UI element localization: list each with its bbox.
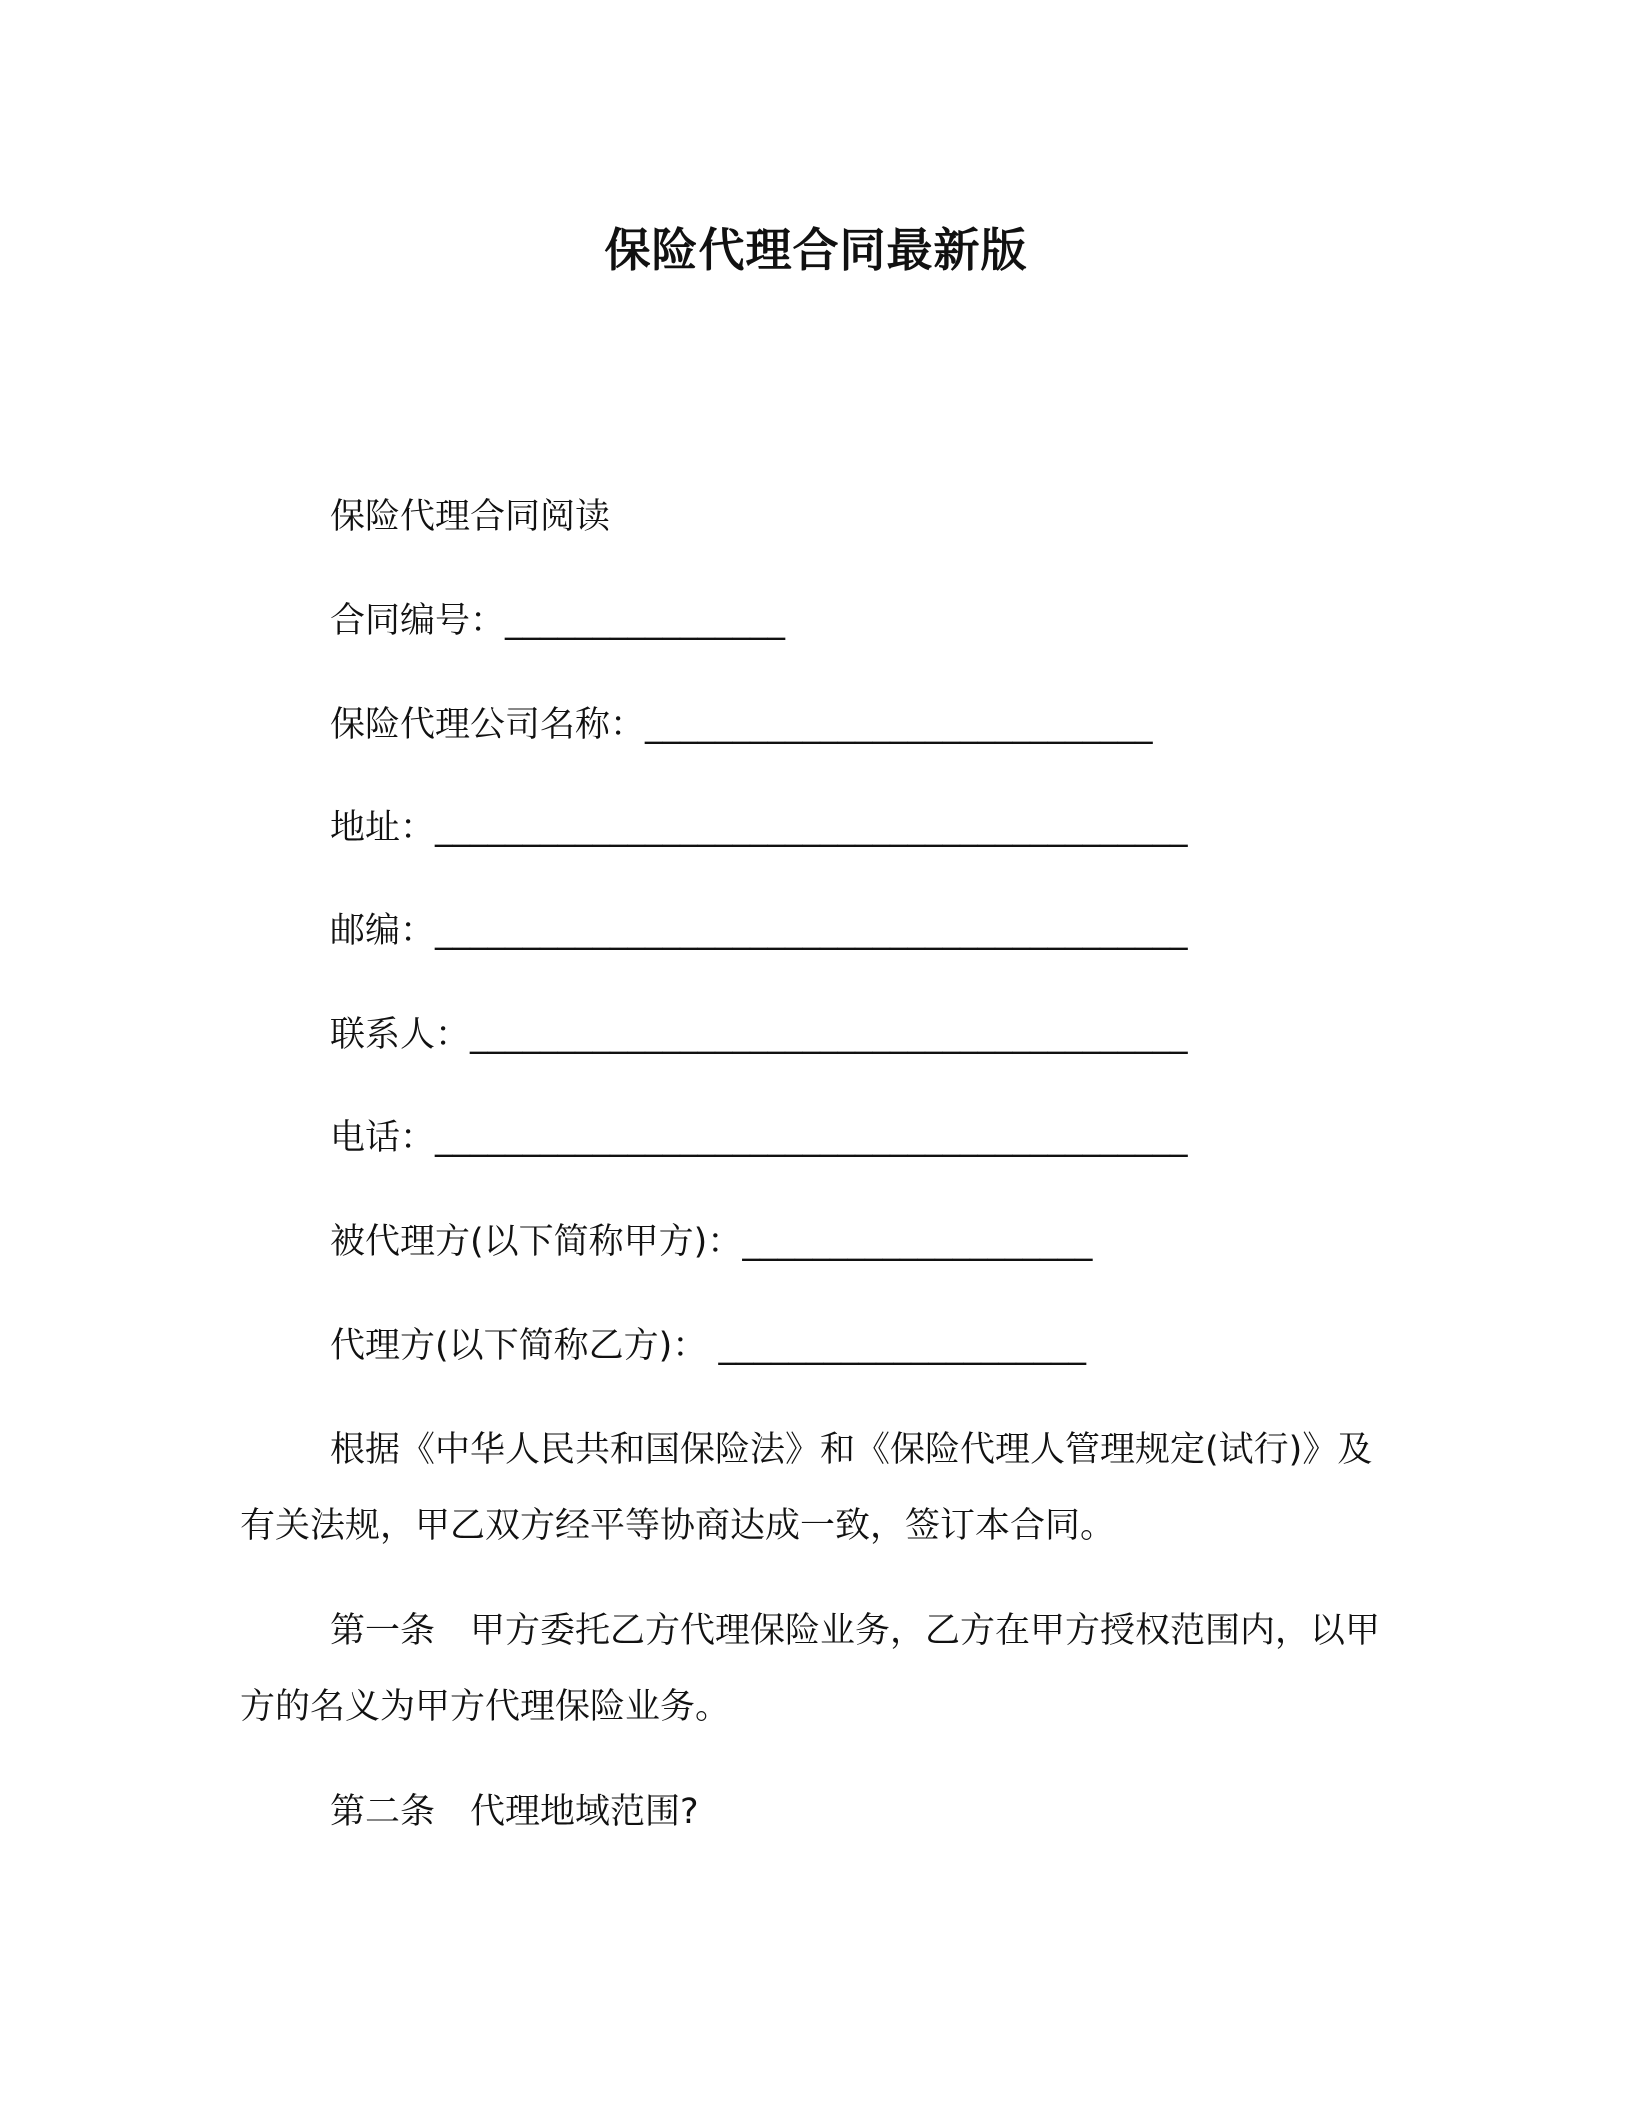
field-blank: _________________________________________ — [470, 1015, 1188, 1055]
field-blank: ________________ — [505, 601, 786, 641]
field-label: 电话： — [330, 1118, 436, 1158]
field-label: 邮编： — [330, 911, 436, 951]
field-label: 代理方(以下简称乙方)： — [330, 1326, 719, 1366]
field-label: 联系人： — [330, 1015, 471, 1055]
field-phone — [330, 1113, 1188, 1163]
field-address — [330, 803, 1188, 853]
field-blank: ___________________________________________ — [435, 911, 1188, 951]
paragraph-article-1: 第一条 甲方委托乙方代理保险业务，乙方在甲方授权范围内，以甲方的名义为甲方代理保险业务。 — [240, 1611, 1381, 1727]
field-label: 被代理方(以下简称甲方)： — [330, 1222, 743, 1262]
paragraph-legal-basis: 根据《中华人民共和国保险法》和《保险代理人管理规定(试行)》及有关法规，甲乙双方经平等协商达成一致，签订本合同。 — [240, 1430, 1373, 1546]
field-label: 地址： — [330, 808, 436, 848]
field-label: 合同编号： — [330, 601, 506, 641]
field-postcode — [330, 906, 1188, 956]
document-title: 保险代理合同最新版 — [604, 223, 1028, 277]
field-blank: ____________________ — [742, 1222, 1093, 1262]
field-blank: ___________________________________________ — [435, 808, 1188, 848]
field-blank: _____________________________ — [645, 705, 1153, 745]
field-party-b — [330, 1321, 1086, 1371]
field-party-a — [330, 1217, 1092, 1267]
document-subtitle: 保险代理合同阅读 — [330, 497, 611, 537]
field-contact-person — [330, 1010, 1188, 1060]
field-agency-name — [330, 700, 1153, 750]
paragraph-article-2: 第二条 代理地域范围? — [330, 1792, 699, 1832]
field-blank: _____________________ — [718, 1326, 1086, 1366]
field-blank: ___________________________________________ — [435, 1118, 1188, 1158]
field-label: 保险代理公司名称： — [330, 705, 646, 745]
field-contract-number — [330, 596, 785, 646]
